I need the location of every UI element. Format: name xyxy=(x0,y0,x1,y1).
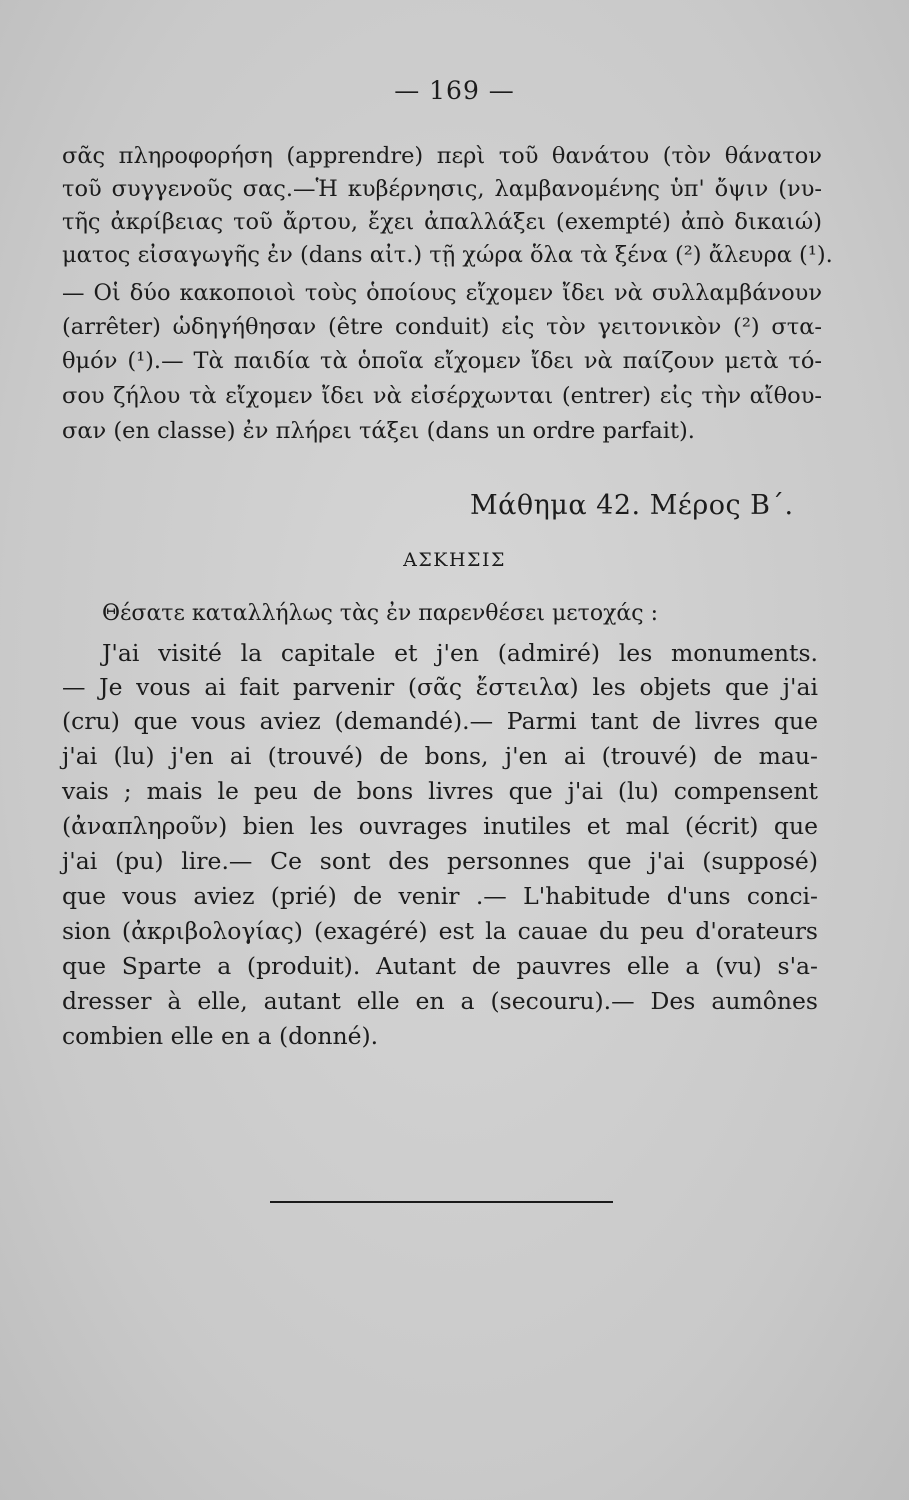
passage-line: (arrêter) ὡδηγήθησαν (être conduit) εἰς τὸν γειτονικὸν (²) στα- xyxy=(62,314,822,340)
exercise-line: J'ai visité la capitale et j'en (admiré) les monuments. xyxy=(102,639,818,667)
exercise-line: dresser à elle, autant elle en a (secouru).— Des aumônes xyxy=(62,987,818,1015)
exercise-line: j'ai (pu) lire.— Ce sont des personnes que j'ai (supposé) xyxy=(62,847,818,875)
exercise-line: combien elle en a (donné). xyxy=(62,1022,379,1050)
exercise-line: que Sparte a (produit). Autant de pauvres elle a (vu) s'a- xyxy=(62,952,818,980)
exercise-line: (ἀναπληροῦν) bien les ouvrages inutiles et mal (écrit) que xyxy=(62,812,818,840)
exercise-instruction: Θέσατε καταλλήλως τὰς ἐν παρενθέσει μετοχάς : xyxy=(102,601,659,626)
exercise-heading: ΑΣΚΗΣΙΣ xyxy=(403,549,506,571)
exercise-line: sion (ἀκριβολογίας) (exagéré) est la cauae du peu d'orateurs xyxy=(62,917,818,945)
passage-line: τῆς ἀκρίβειας τοῦ ἄρτου, ἔχει ἀπαλλάξει (exempté) ἀπὸ δικαιώ) xyxy=(62,209,822,235)
lesson-title: Μάθημα 42. Μέρος Β΄. xyxy=(470,490,794,521)
passage-line: σᾶς πληροφορήση (apprendre) περὶ τοῦ θανάτου (τὸν θάνατον xyxy=(62,143,822,169)
exercise-line: — Je vous ai fait parvenir (σᾶς ἔστειλα) les objets que j'ai xyxy=(62,673,818,701)
closing-rule xyxy=(270,1201,613,1203)
exercise-line: j'ai (lu) j'en ai (trouvé) de bons, j'en ai (trouvé) de mau- xyxy=(62,742,818,770)
passage-line: σαν (en classe) ἐν πλήρει τάξει (dans un ordre parfait). xyxy=(62,418,695,444)
exercise-line: vais ; mais le peu de bons livres que j'ai (lu) compensent xyxy=(62,777,818,805)
passage-line: σου ζήλου τὰ εἴχομεν ἴδει νὰ εἰσέρχωνται (entrer) εἰς τὴν αἴθου- xyxy=(62,383,822,409)
exercise-line: que vous aviez (prié) de venir .— L'habitude d'uns conci- xyxy=(62,882,818,910)
passage-line: τοῦ συγγενοῦς σας.—Ἡ κυβέρνησις, λαμβανομένης ὑπ' ὄψιν (νυ- xyxy=(62,176,822,202)
passage-line: — Οἱ δύο κακοποιοὶ τοὺς ὁποίους εἴχομεν ἴδει νὰ συλλαμβάνουν xyxy=(62,280,822,306)
passage-line: ματος εἰσαγωγῆς ἐν (dans αἰτ.) τῇ χώρα ὅλα τὰ ξένα (²) ἄλευρα (¹). xyxy=(62,242,833,268)
passage-line: θμόν (¹).— Τὰ παιδία τὰ ὁποῖα εἴχομεν ἴδει νὰ παίζουν μετὰ τό- xyxy=(62,348,822,374)
page-number: — 169 — xyxy=(394,76,515,105)
exercise-line: (cru) que vous aviez (demandé).— Parmi tant de livres que xyxy=(62,707,818,735)
